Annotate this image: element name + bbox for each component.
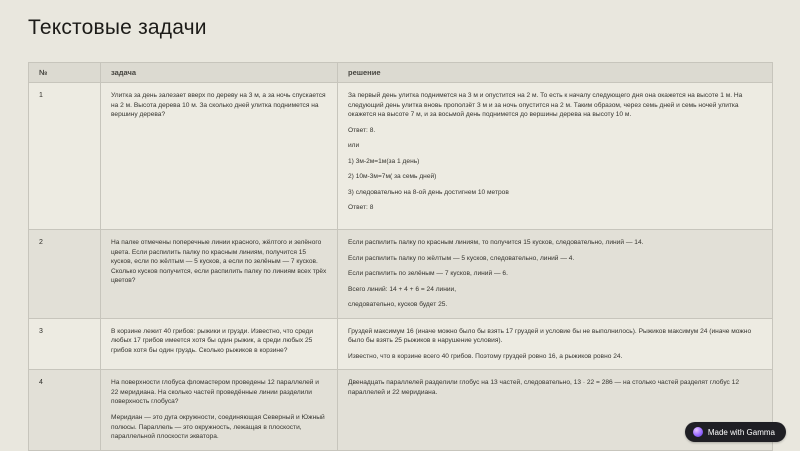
page-title: Текстовые задачи bbox=[28, 16, 207, 39]
table-row bbox=[29, 370, 773, 450]
solution-cell bbox=[338, 230, 773, 319]
task-paragraph: На палке отмечены поперечные линии красного, жёлтого и зелёного цвета. Если распилить палку по красным линиям, получится 15 кусков, если по жёлтым — 5 кусков, а если по зелёным — 7 кусков. Сколько кусков получится, если распилить палку по линиям всех трёх цветов? bbox=[111, 239, 327, 285]
table-row bbox=[29, 230, 773, 319]
solution-paragraph: Если распилить по зелёным — 7 кусков, линий — 6. bbox=[348, 270, 508, 278]
problems-table bbox=[28, 62, 773, 451]
row-number: 3 bbox=[29, 318, 101, 370]
made-with-gamma-badge[interactable] bbox=[685, 422, 786, 442]
solution-paragraph: Груздей максимум 16 (иначе можно было бы взять 17 груздей и условие бы не выполнилось). Рыжиков максимум 24 (иначе можно было бы взять 25 рыжиков в нарушение условия). bbox=[348, 327, 752, 345]
table-row bbox=[29, 318, 773, 370]
header-task: задача bbox=[101, 63, 338, 83]
task-cell bbox=[101, 230, 338, 319]
solution-paragraph: Двенадцать параллелей разделили глобус на 13 частей, следовательно, 13 · 22 = 286 — на столько частей разделят глобус 12 параллелей и 22 меридиана. bbox=[348, 379, 739, 396]
row-number: 4 bbox=[29, 370, 101, 450]
solution-paragraph: 3) следовательно на 8-ой день достигнем 10 метров bbox=[348, 188, 509, 196]
solution-cell bbox=[338, 83, 773, 230]
table-header bbox=[29, 63, 773, 83]
solution-paragraph: следовательно, кусков будет 25. bbox=[348, 301, 448, 309]
solution-paragraph: или bbox=[348, 142, 360, 150]
task-cell bbox=[101, 83, 338, 230]
table-row bbox=[29, 83, 773, 230]
solution-paragraph: Всего линий: 14 + 4 + 6 = 24 линии, bbox=[348, 285, 457, 293]
row-number: 2 bbox=[29, 230, 101, 319]
solution-paragraph: Ответ: 8. bbox=[348, 126, 376, 134]
task-cell bbox=[101, 318, 338, 370]
solution-paragraph: За первый день улитка поднимется на 3 м и опустится на 2 м. То есть к началу следующего дня она окажется на высоте 1 м. На следующий день улитка вновь проползёт 3 м и за ночь опустится на 2 м. Таким образом, через семь дней и семь ночей улитка окажется на высоте 7 м, и за восьмой день поднимется до вершины дерева на высоту 10 м. bbox=[348, 92, 743, 119]
header-number: № bbox=[29, 63, 101, 83]
solution-paragraph: Известно, что в корзине всего 40 грибов. Поэтому груздей ровно 16, а рыжиков ровно 24. bbox=[348, 352, 623, 360]
solution-paragraph: 1) 3м-2м=1м(за 1 день) bbox=[348, 157, 420, 165]
solution-paragraph: Если распилить палку по красным линиям, то получится 15 кусков, следовательно, линий — 14. bbox=[348, 239, 644, 246]
task-paragraph: Улитка за день залезает вверх по дереву на 3 м, а за ночь спускается на 2 м. Высота дерева 10 м. За сколько дней улитка поднимется на вершину дерева? bbox=[111, 92, 326, 119]
header-solution: решение bbox=[338, 63, 773, 83]
row-number: 1 bbox=[29, 83, 101, 230]
task-paragraph: Меридиан — это дуга окружности, соединяющая Северный и Южный полюсы. Параллель — это окружность, лежащая в плоскости, параллельной плоскости экватора. bbox=[111, 414, 325, 441]
solution-paragraph: 2) 10м-3м=7м( за семь дней) bbox=[348, 173, 437, 181]
solution-paragraph: Ответ: 8 bbox=[348, 204, 374, 212]
task-paragraph: В корзине лежит 40 грибов: рыжики и грузди. Известно, что среди любых 17 грибов имеется хотя бы один рыжик, а среди любых 25 грибов хотя бы один груздь. Сколько рыжиков в корзине? bbox=[111, 327, 314, 354]
made-with-gamma-label: Made with Gamma bbox=[707, 427, 775, 437]
solution-paragraph: Если распилить палку по жёлтым — 5 кусков, следовательно, линий — 4. bbox=[348, 254, 575, 262]
gamma-logo-icon bbox=[693, 427, 703, 437]
task-cell bbox=[101, 370, 338, 450]
task-paragraph: На поверхности глобуса фломастером проведены 12 параллелей и 22 меридиана. На сколько частей проведённые линии разделили поверхность глобуса? bbox=[111, 379, 319, 406]
solution-cell bbox=[338, 318, 773, 370]
